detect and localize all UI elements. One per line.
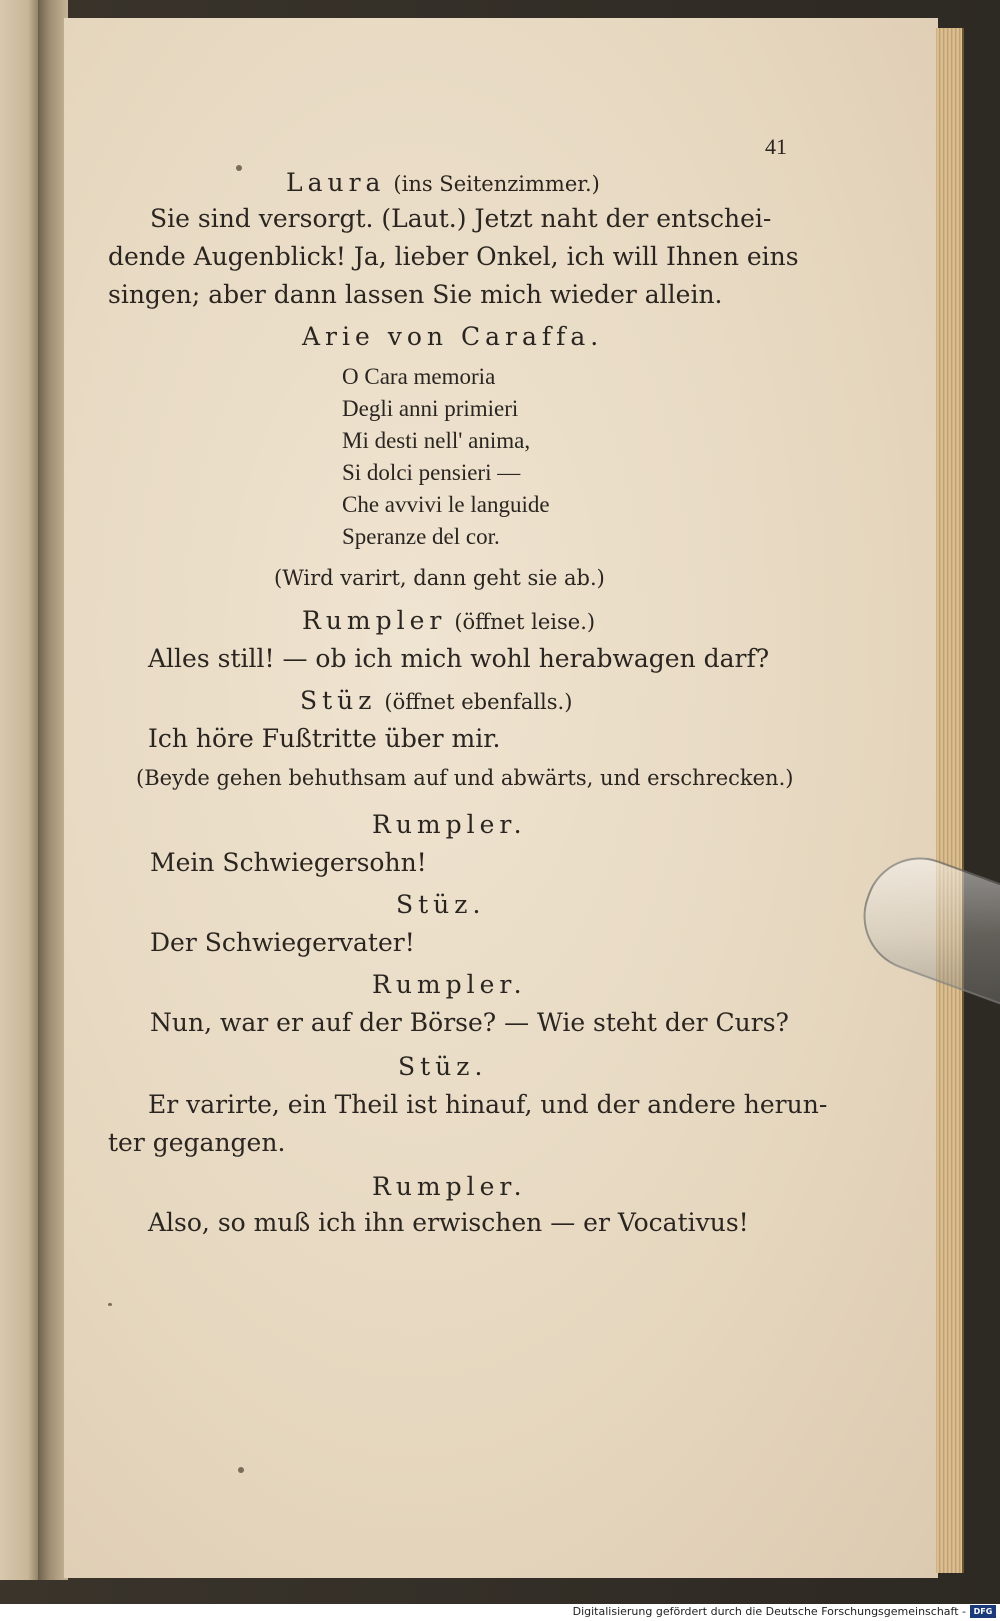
speaker-name: Rumpler — [302, 606, 447, 635]
page-edge-stack — [936, 28, 964, 1573]
text-line: Sie sind versorgt. (Laut.) Jetzt naht der entschei- — [150, 204, 772, 233]
footer-credit: Digitalisierung gefördert durch die Deutsche Forschungsgemeinschaft - — [572, 1605, 966, 1618]
text-line: Alles still! — ob ich mich wohl herabwagen darf? — [148, 644, 770, 673]
speaker-name: Laura — [286, 168, 386, 197]
stage-direction: (öffnet ebenfalls.) — [384, 690, 573, 714]
text-line: Der Schwiegervater! — [150, 928, 415, 957]
aria-verse: Speranze del cor. — [342, 524, 500, 549]
page-number: 41 — [765, 134, 787, 159]
speaker-name: Rumpler. — [372, 1172, 527, 1201]
text-line: Also, so muß ich ihn erwischen — er Vocativus! — [148, 1208, 749, 1237]
stage-direction: (öffnet leise.) — [454, 610, 596, 634]
aria-verse: O Cara memoria — [342, 364, 496, 389]
aria-heading: Arie von Caraffa. — [302, 322, 604, 351]
speaker-stuz — [300, 686, 572, 715]
stage-direction: (Beyde gehen behuthsam auf und abwärts, und erschrecken.) — [136, 766, 794, 790]
speaker-name: Rumpler. — [372, 970, 527, 999]
text-line: Nun, war er auf der Börse? — Wie steht der Curs? — [150, 1008, 789, 1037]
text-line: ter gegangen. — [108, 1128, 286, 1157]
text-line: Ich höre Fußtritte über mir. — [148, 724, 501, 753]
left-page-edge — [0, 0, 40, 1580]
aria-verse: Degli anni primieri — [342, 396, 519, 421]
text-line: singen; aber dann lassen Sie mich wieder allein. — [108, 280, 723, 309]
speaker-name: Stüz. — [398, 1052, 488, 1081]
dfg-logo: DFG — [970, 1605, 996, 1618]
speaker-laura — [286, 168, 600, 197]
ink-speck — [108, 1303, 112, 1306]
ink-speck — [238, 1467, 244, 1473]
text-line: Er varirte, ein Theil ist hinauf, und der andere herun- — [148, 1090, 828, 1119]
aria-verse: Che avvivi le languide — [342, 492, 550, 517]
speaker-name: Stüz — [300, 686, 377, 715]
aria-verse: Si dolci pensieri — — [342, 460, 521, 485]
text-line: dende Augenblick! Ja, lieber Onkel, ich will Ihnen eins — [108, 242, 799, 271]
text-line: Mein Schwiegersohn! — [150, 848, 427, 877]
stage-direction: (ins Seitenzimmer.) — [393, 172, 600, 196]
ink-speck — [236, 165, 242, 171]
speaker-name: Rumpler. — [372, 810, 527, 839]
aria-verse: Mi desti nell' anima, — [342, 428, 531, 453]
speaker-rumpler — [302, 606, 595, 635]
stage-direction: (Wird varirt, dann geht sie ab.) — [274, 566, 605, 590]
speaker-name: Stüz. — [396, 890, 486, 919]
